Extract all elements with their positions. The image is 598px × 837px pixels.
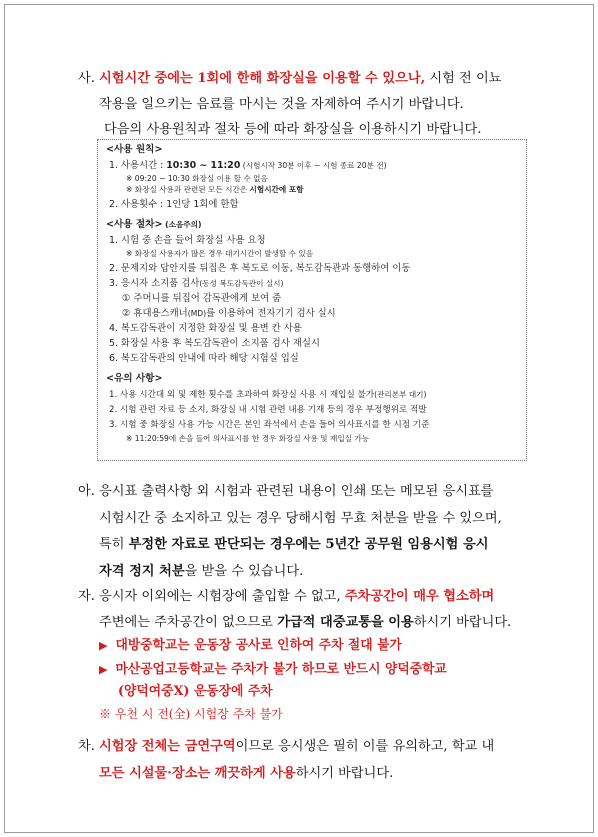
section-a: 아. 응시표 출력사항 외 시험과 관련된 내용이 인쇄 또는 메모된 응시표를 시험시간 중 소지하고 있는 경우 당해시험 무효 처분을 받을 수 있으며, 특히 부정한 자료로 판단되는 경우에는 5년간 공무원 임용시험 응시 자격 정지 처분을 받을 수 있습니다.: [78, 479, 548, 585]
section-label: 자.: [78, 589, 95, 604]
parking-notice-1: ▶ 대방중학교는 운동장 공사로 인하여 주차 절대 불가: [99, 638, 402, 653]
principle-title: <사용 원칙>: [106, 144, 163, 155]
rain-parking-note: ※ 우천 시 전(全) 시험장 주차 불가: [99, 707, 283, 721]
section-ja: 자. 응시자 이외에는 시험장에 출입할 수 없고, 주차공간이 매우 협소하며 주변에는 주차공간이 없으므로 가급적 대중교통을 이용하시기 바랍니다. ▶ 대방중학교는 운동장 공사로 인하여 주차 절대 불가 ▶ 마산공업고등학교는 주차가 불가 하므로 반드시 양덕중학교 (양덕여중X) 운동장에 주차 ※ 우천 시 전(全) 시험장 주차 불가: [78, 584, 548, 725]
section-cha: 차. 시험장 전체는 금연구역이므로 응시생은 필히 이를 유의하고, 학교 내 모든 시설물·장소는 깨끗하게 사용하시기 바랍니다.: [78, 733, 548, 787]
caution-title: <유의 사항>: [106, 373, 163, 384]
procedure-title: <사용 절차> (소음주의): [106, 219, 202, 230]
triangle-bullet-icon: ▶: [99, 663, 108, 676]
triangle-bullet-icon: ▶: [99, 639, 108, 652]
parking-notice-2: ▶ 마산공업고등학교는 주차가 불가 하므로 반드시 양덕중학교: [99, 662, 447, 677]
section-label: 아.: [78, 484, 95, 499]
section-sa: 사. 시험시간 중에는 1회에 한해 화장실을 이용할 수 있으나, 시험 전 이뇨 작용을 일으키는 음료를 마시는 것을 자제하여 주시기 바랍니다. 다음의 사용원칙과 절차 등에 따라 화장실을 이용하시기 바랍니다.: [78, 66, 548, 143]
section-label: 차.: [78, 739, 95, 754]
section-label: 사.: [78, 71, 95, 86]
restroom-rules-box: <사용 원칙> 1. 사용시간 : 10:30 ~ 11:20 (시험시작 30분 이후 ~ 시험 종료 20분 전) ※ 09:20 ~ 10:30 화장실 이용 할 수 없음 ※ 화장실 사용과 관련된 모든 시간은 시험시간에 포함 2. 사용횟수 : 1인당 1회에 한함 <사용 절차> (소음주의) 1. 시험 중 손을 들어 화장실 사용 요청 ※ 화장실 사용자가 많은 경우 대기시간이 발생할 수 있음 2. 문제지와 답안지를 뒤집은 후 복도로 이동, 복도감독관과 동행하여 이동 3. 응시자 소지품 검사(동성 복도감독관이 실시) ① 주머니를 뒤집어 감독관에게 보여 줌 ② 휴대용스캐너(MD)를 이용하여 전자기기 검사 실시 4. 복도감독관이 지정한 화장실 및 용변 칸 사용 5. 화장실 사용 후 복도감독관이 소지품 검사 재실시 6. 복도감독관의 안내에 따라 해당 시험실 입실 <유의 사항> 1. 사용 시간대 외 및 제한 횟수를 초과하여 화장실 사용 시 재입실 불가(관리본부 대기) 2. 시험 관련 자료 등 소지, 화장실 내 시험 관련 내용 기재 등의 경우 부정행위로 적발 3. 시험 중 화장실 사용 가능 시간은 본인 좌석에서 손을 들어 의사표시를 한 시점 기준 ※ 11:20:59에 손을 들어 의사표시를 한 경우 화장실 사용 및 재입실 가능: [97, 139, 527, 461]
